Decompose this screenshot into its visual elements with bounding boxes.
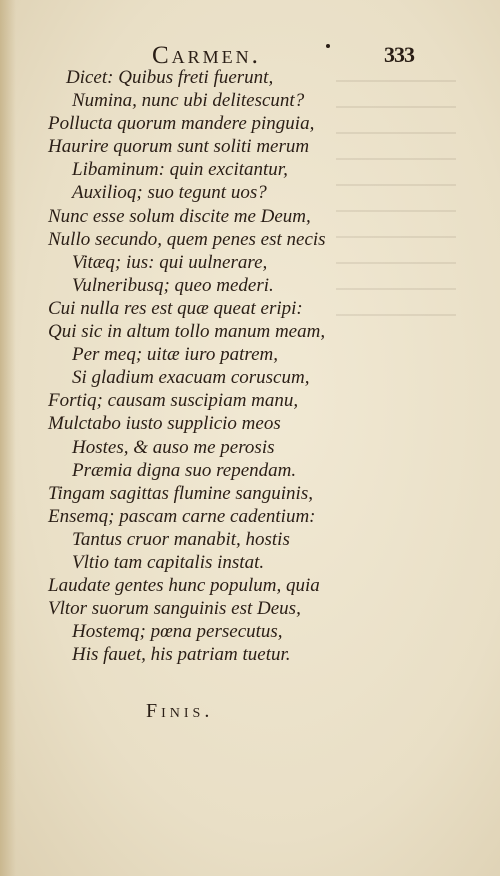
verse-line: Tantus cruor manabit, hostis xyxy=(72,528,290,550)
page-number: 333 xyxy=(384,42,414,67)
verse-line: Si gladium exacuam coruscum, xyxy=(72,367,310,389)
verse-line: Mulctabo iusto supplicio meos xyxy=(48,413,281,435)
verse-line: Laudate gentes hunc populum, quia xyxy=(48,575,320,597)
verse-line: Per meq; uitæ iuro patrem, xyxy=(72,344,278,366)
verse-line: Vltor suorum sanguinis est Deus, xyxy=(48,598,301,620)
verse-line: Vitæq; ius: qui uulnerare, xyxy=(72,251,268,273)
verse-line: Tingam sagittas flumine sanguinis, xyxy=(48,482,313,504)
ink-mark xyxy=(326,44,330,48)
verse-line: His fauet, his patriam tuetur. xyxy=(72,644,291,666)
verse-line: Hostemq; pœna persecutus, xyxy=(72,621,283,643)
verse-line: Nullo secundo, quem penes est necis xyxy=(48,228,326,250)
verse-line: Hostes, & auso me perosis xyxy=(72,436,275,458)
verse-line: Libaminum: quin excitantur, xyxy=(72,159,288,181)
verse-line: Haurire quorum sunt soliti merum xyxy=(48,136,310,158)
page-gutter-shadow xyxy=(0,0,16,876)
verse-line: Vulneribusq; queo mederi. xyxy=(72,274,274,296)
finis-colophon: Finis. xyxy=(146,700,214,722)
verse-line: Nunc esse solum discite me Deum, xyxy=(48,205,311,227)
verse-line: Ensemq; pascam carne cadentium: xyxy=(48,505,316,527)
verse-line: Præmia digna suo rependam. xyxy=(72,459,297,481)
verse-line: Dicet: Quibus freti fuerunt, xyxy=(66,67,274,88)
running-head: Carmen. xyxy=(152,42,261,69)
verse-line: Qui sic in altum tollo manum meam, xyxy=(48,321,326,343)
verse-line: Fortiq; causam suscipiam manu, xyxy=(48,390,299,412)
verse-line: Cui nulla res est quæ queat eripi: xyxy=(48,297,303,319)
verse-line: Auxilioq; suo tegunt uos? xyxy=(72,182,267,204)
verse-line: Numina, nunc ubi delitescunt? xyxy=(72,90,305,112)
poem-text xyxy=(44,66,464,666)
verse-line: Vltio tam capitalis instat. xyxy=(72,551,265,573)
verse-line: Polluсta quorum mandere pinguia, xyxy=(48,113,315,135)
